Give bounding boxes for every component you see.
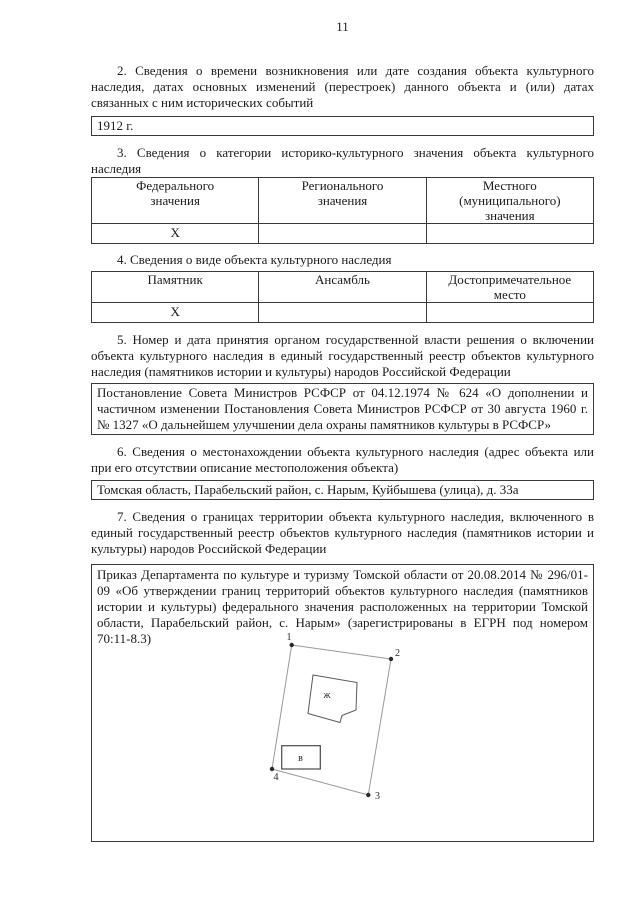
category-table: [91, 177, 594, 244]
category-header-regional: Регионального значения: [259, 178, 426, 224]
section-6-title: 6. Сведения о местонахождении объекта культурного наследия (адрес объекта или при его отсутствии описание местоположения объекта): [91, 444, 594, 475]
building-outline: [308, 675, 357, 723]
kind-table-header-row: [92, 272, 594, 303]
section-5-value-box: Постановление Совета Министров РСФСР от 04.12.1974 № 624 «О дополнении и частичном изменении Постановления Совета Министров РСФСР от 30 августа 1960 г. № 1327 «О дальнейшем улучшении дела охраны памятников культуры в РСФСР»: [91, 383, 594, 435]
category-header-federal: Федерального значения: [92, 178, 259, 224]
boundary-point-4-label: 4: [273, 772, 279, 783]
section-3-title: 3. Сведения о категории историко-культурного значения объекта культурного наследия: [91, 145, 594, 176]
kind-table-value-row: [92, 303, 594, 323]
section-4-title: 4. Сведения о виде объекта культурного наследия: [117, 252, 392, 267]
category-table-value-row: [92, 224, 594, 244]
kind-header-landmark-place: Достопримечательное место: [426, 272, 593, 303]
boundary-point-1-label: 1: [286, 632, 292, 643]
boundary-point-1-marker: [290, 643, 294, 647]
territory-plan-diagram: [238, 621, 410, 821]
page-number: 11: [336, 19, 349, 34]
section-6-value-box: Томская область, Парабельский район, с. Нарым, Куйбышева (улица), д. 33а: [91, 480, 594, 500]
category-municipal-mark: [426, 224, 593, 244]
kind-header-monument: Памятник: [92, 272, 259, 303]
section-7-title: 7. Сведения о границах территории объекта культурного наследия, включенного в единый государственный реестр объектов культурного наследия (памятников истории и культуры) народов Российской Федерации: [91, 509, 594, 556]
building-label: ж: [323, 690, 331, 701]
kind-monument-mark: Х: [92, 303, 259, 323]
boundary-point-2-marker: [389, 657, 393, 661]
category-regional-mark: [259, 224, 426, 244]
kind-table: [91, 271, 594, 323]
category-header-municipal: Местного (муниципального) значения: [426, 178, 593, 224]
section-7-value-text: Приказ Департамента по культуре и туризму Томской области от 20.08.2014 № 296/01-09 «Об утверждении границ территорий объектов культурного наследия (памятников истории и культуры) федерального значения расположенных на территории Томской области, Парабельский район, с. Нарым» (зарегистрированы в ЕГРН под номером 70:11-8.3): [97, 567, 588, 646]
kind-landmark-mark: [426, 303, 593, 323]
outbuilding-label: в: [298, 753, 303, 764]
section-7-value-box: [91, 564, 594, 842]
section-2-title: 2. Сведения о времени возникновения или дате создания объекта культурного наследия, датах основных изменений (перестроек) данного объекта и (или) датах связанных с ним исторических событий: [91, 63, 594, 110]
boundary-point-4-marker: [270, 767, 274, 771]
kind-header-ensemble: Ансамбль: [259, 272, 426, 303]
category-table-header-row: [92, 178, 594, 224]
boundary-point-2-label: 2: [395, 648, 400, 659]
category-federal-mark: Х: [92, 224, 259, 244]
boundary-point-3-marker: [366, 793, 370, 797]
kind-ensemble-mark: [259, 303, 426, 323]
boundary-point-3-label: 3: [375, 791, 380, 802]
page-content: [91, 0, 594, 842]
section-2-value-box: 1912 г.: [91, 116, 594, 136]
section-5-title: 5. Номер и дата принятия органом государственной власти решения о включении объекта культурного наследия в единый государственный реестр объектов культурного наследия (памятников истории и культуры) народов Российской Федерации: [91, 332, 594, 379]
